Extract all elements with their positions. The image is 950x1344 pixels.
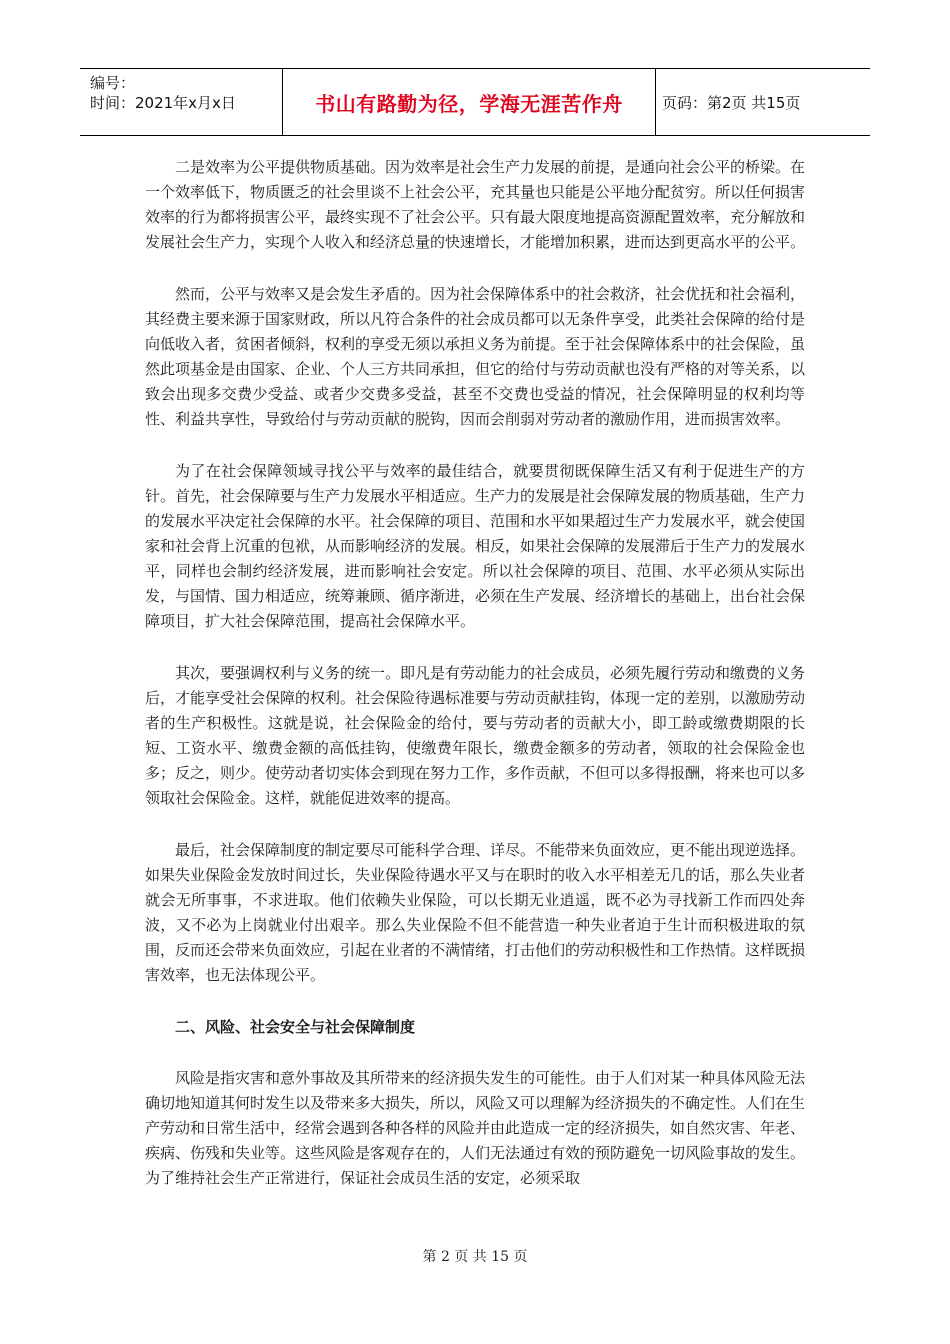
paragraph-6: 风险是指灾害和意外事故及其所带来的经济损失发生的可能性。由于人们对某一种具体风险无法确切地知道其何时发生以及带来多大损失，所以，风险又可以理解为经济损失的不确定性。人们在生产劳动和日常生活中，经常会遇到各种各样的风险并由此造成一定的经济损失，如自然灾害、年老、疾病、伤残和失业等。这些风险是客观存在的，人们无法通过有效的预防避免一切风险事故的发生。为了维持社会生产正常进行，保证社会成员生活的安定，必须采取	[145, 1069, 806, 1187]
paragraph-2: 然而，公平与效率又是会发生矛盾的。因为社会保障体系中的社会救济，社会优抚和社会福利，其经费主要来源于国家财政，所以凡符合条件的社会成员都可以无条件享受，此类社会保障的给付是向低收入者，贫困者倾斜，权利的享受无须以承担义务为前提。至于社会保障体系中的社会保险，虽然此项基金是由国家、企业、个人三方共同承担，但它的给付与劳动贡献也没有严格的对等关系，以致会出现多交费少受益、或者少交费多受益，甚至不交费也受益的情况，社会保障明显的权利均等性、利益共享性，导致给付与劳动贡献的脱钩，因而会削弱对劳动者的激励作用，进而损害效率。	[145, 285, 806, 428]
header-page-info: 页码：第2页 共15页	[662, 93, 801, 112]
serial-label: 编号：	[90, 74, 136, 92]
date-text: 时间：2021年x月x日	[90, 94, 236, 112]
paragraph-5: 最后，社会保障制度的制定要尽可能科学合理、详尽。不能带来负面效应，更不能出现逆选择。如果失业保险金发放时间过长，失业保险待遇水平又与在职时的收入水平相差无几的话，那么失业者就会无所事事，不求进取。他们依赖失业保险，可以长期无业逍遥，既不必为寻找新工作而四处奔波，又不必为上岗就业付出艰辛。那么失业保险不但不能营造一种失业者迫于生计而积极进取的氛围，反而还会带来负面效应，引起在业者的不满情绪，打击他们的劳动积极性和工作热情。这样既损害效率，也无法体现公平。	[145, 841, 806, 984]
header-meta-cell	[80, 69, 283, 135]
section-heading: 二、风险、社会安全与社会保障制度	[175, 1018, 416, 1036]
document-body	[145, 155, 805, 1218]
paragraph-3: 为了在社会保障领域寻找公平与效率的最佳结合，就要贯彻既保障生活又有利于促进生产的方针。首先，社会保障要与生产力发展水平相适应。生产力的发展是社会保障发展的物质基础，生产力的发展水平决定社会保障的水平。社会保障的项目、范围和水平如果超过生产力发展水平，就会使国家和社会背上沉重的包袱，从而影响经济的发展。相反，如果社会保障的发展滞后于生产力的发展水平，同样也会制约经济发展，进而影响社会安定。所以社会保障的项目、范围、水平必须从实际出发，与国情、国力相适应，统筹兼顾、循序渐进，必须在生产发展、经济增长的基础上，出台社会保障项目，扩大社会保障范围，提高社会保障水平。	[145, 462, 806, 630]
paragraph-1: 二是效率为公平提供物质基础。因为效率是社会生产力发展的前提，是通向社会公平的桥梁。在一个效率低下，物质匮乏的社会里谈不上社会公平，充其量也只能是公平地分配贫穷。所以任何损害效率的行为都将损害公平，最终实现不了社会公平。只有最大限度地提高资源配置效率，充分解放和发展社会生产力，实现个人收入和经济总量的快速增长，才能增加积累，进而达到更高水平的公平。	[145, 158, 806, 251]
paragraph-4: 其次，要强调权利与义务的统一。即凡是有劳动能力的社会成员，必须先履行劳动和缴费的义务后，才能享受社会保障的权利。社会保险待遇标准要与劳动贡献挂钩，体现一定的差别，以激励劳动者的生产积极性。这就是说，社会保险金的给付，要与劳动者的贡献大小，即工龄或缴费期限的长短、工资水平、缴费金额的高低挂钩，使缴费年限长，缴费金额多的劳动者，领取的社会保险金也多；反之，则少。使劳动者切实体会到现在努力工作，多作贡献，不但可以多得报酬，将来也可以多领取社会保险金。这样，就能促进效率的提高。	[145, 664, 806, 807]
header-motto: 书山有路勤为径，学海无涯苦作舟	[283, 69, 656, 135]
page-footer: 第 2 页 共 15 页	[422, 1249, 528, 1265]
header-table	[80, 68, 870, 136]
